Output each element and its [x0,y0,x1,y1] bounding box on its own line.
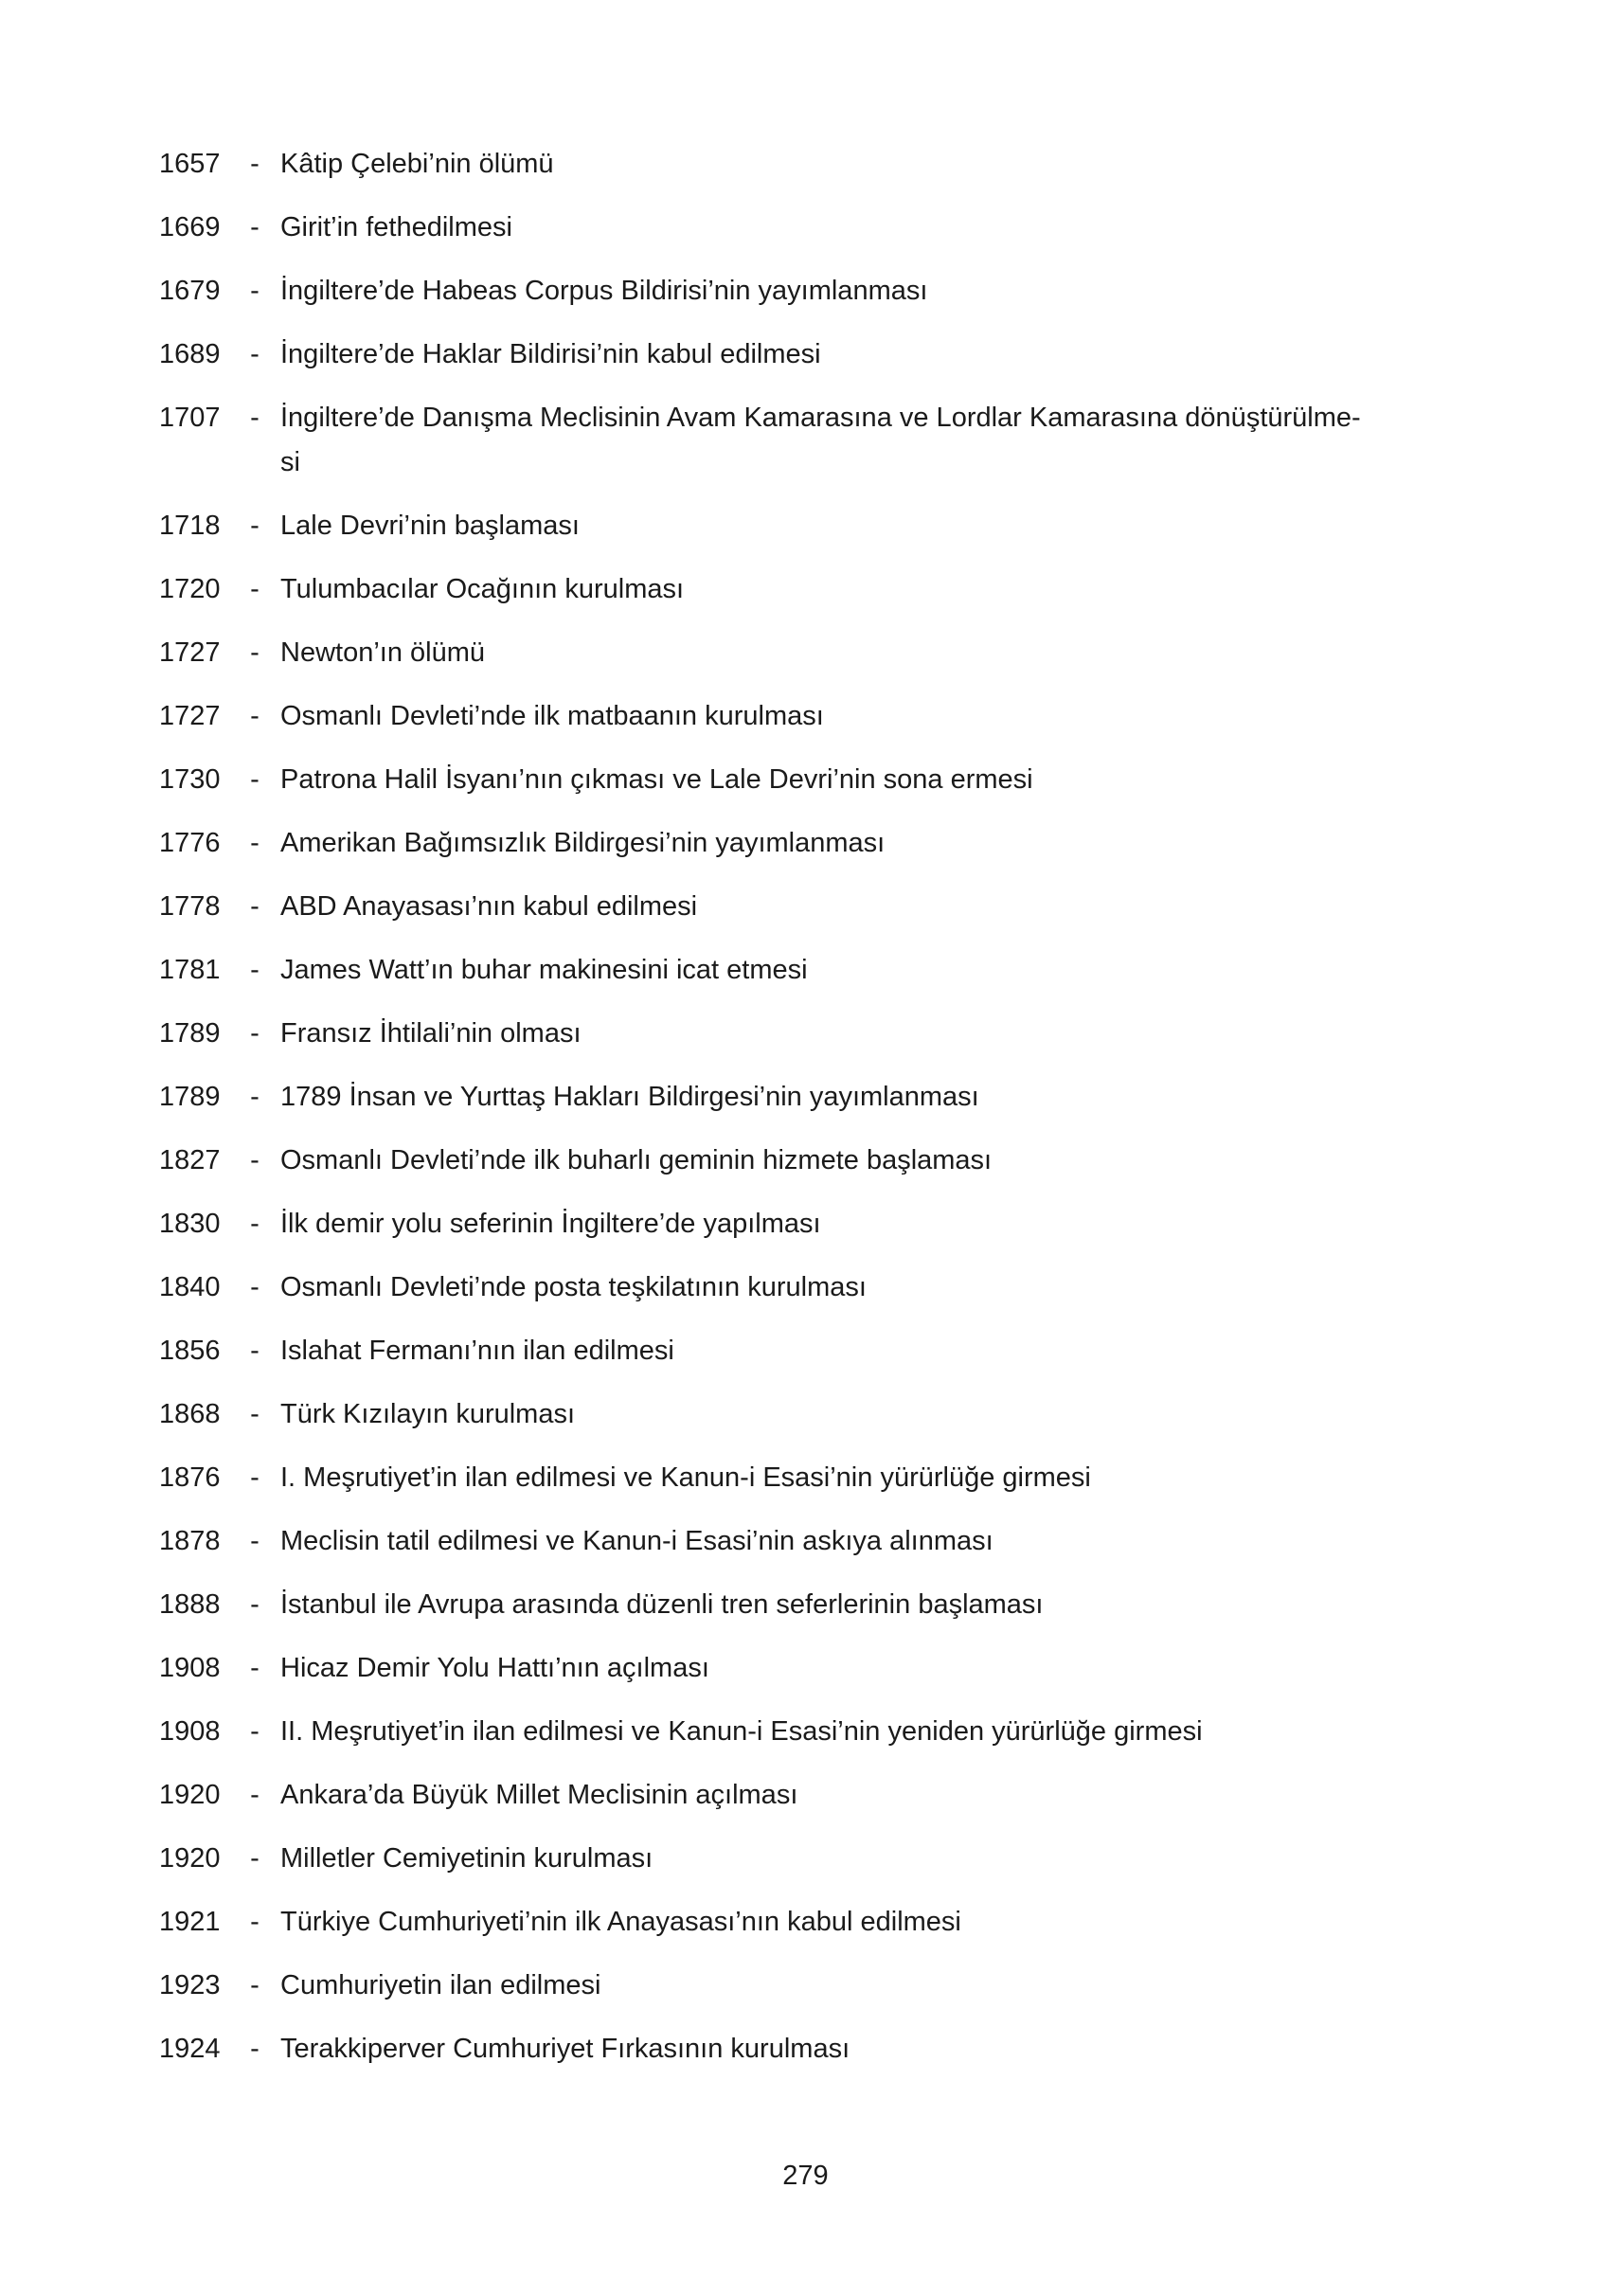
entry-event: Kâtip Çelebi’nin ölümü [280,149,554,179]
chronology-entry [159,396,1428,485]
entry-separator: - [250,1336,260,1366]
entry-separator: - [250,1145,260,1175]
entry-separator: - [250,701,260,731]
chronology-entry [159,631,1428,675]
chronology-entry [159,1265,1428,1310]
entry-event: Lale Devri’nin başlaması [280,511,580,541]
entry-year: 1778 [159,891,221,922]
entry-separator: - [250,1589,260,1620]
chronology-entry [159,332,1428,377]
entry-event-multiline [277,396,1428,485]
entry-event: Newton’ın ölümü [280,637,485,668]
entry-separator: - [250,1399,260,1429]
entry-year: 1908 [159,1653,221,1683]
entry-separator: - [250,2034,260,2064]
entry-year: 1878 [159,1526,221,1556]
entry-separator: - [250,1843,260,1874]
entry-event: Hicaz Demir Yolu Hattı’nın açılması [280,1653,709,1683]
entry-event: ABD Anayasası’nın kabul edilmesi [280,891,698,922]
entry-event: James Watt’ın buhar makinesini icat etmesi [280,955,808,985]
entry-event: İlk demir yolu seferinin İngiltere’de yapılması [280,1209,821,1239]
entry-year: 1730 [159,764,221,795]
entry-separator: - [250,511,260,541]
chronology-entry [159,142,1428,187]
entry-separator: - [250,212,260,242]
entry-year: 1840 [159,1272,221,1302]
chronology-entry [159,1075,1428,1120]
chronology-entry [159,758,1428,802]
chronology-entry [159,694,1428,739]
entry-year: 1888 [159,1589,221,1620]
entry-separator: - [250,637,260,668]
entry-separator: - [250,764,260,795]
entry-year: 1679 [159,276,221,306]
entry-event: Türk Kızılayın kurulması [280,1399,576,1429]
entry-event: Meclisin tatil edilmesi ve Kanun-i Esasi’nin askıya alınması [280,1526,993,1556]
chronology-entry [159,1583,1428,1627]
chronology-entry [159,2027,1428,2072]
chronology-entry [159,948,1428,993]
entry-year: 1856 [159,1336,221,1366]
chronology-entry [159,1964,1428,2008]
chronology-entry [159,1710,1428,1754]
entry-separator: - [250,1716,260,1747]
chronology-entry [159,1900,1428,1945]
entry-event: İngiltere’de Haklar Bildirisi’nin kabul edilmesi [280,339,821,369]
entry-separator: - [250,339,260,369]
entry-separator: - [250,1209,260,1239]
chronology-entry [159,1456,1428,1500]
entry-event: Türkiye Cumhuriyeti’nin ilk Anayasası’nın kabul edilmesi [280,1907,961,1937]
entry-event: Milletler Cemiyetinin kurulması [280,1843,653,1874]
chronology-entry [159,567,1428,612]
entry-event: Osmanlı Devleti’nde posta teşkilatının kurulması [280,1272,867,1302]
entry-year: 1720 [159,574,221,604]
entry-event: Ankara’da Büyük Millet Meclisinin açılması [280,1780,798,1810]
entry-event: Girit’in fethedilmesi [280,212,512,242]
entry-event: Cumhuriyetin ilan edilmesi [280,1970,601,2000]
entry-year: 1657 [159,149,221,179]
entry-separator: - [250,1780,260,1810]
entry-year: 1876 [159,1462,221,1493]
entry-year: 1727 [159,637,221,668]
entry-event: Amerikan Bağımsızlık Bildirgesi’nin yayımlanması [280,828,886,858]
chronology-entry [159,821,1428,866]
entry-year: 1920 [159,1780,221,1810]
entry-year: 1707 [159,403,221,433]
entry-separator: - [250,1462,260,1493]
entry-year: 1789 [159,1082,221,1112]
entry-event: Fransız İhtilali’nin olması [280,1018,582,1049]
entry-year: 1923 [159,1970,221,2000]
entry-year: 1789 [159,1018,221,1049]
chronology-list [159,142,1428,2109]
chronology-entry [159,1837,1428,1881]
entry-event-line-1: İngiltere’de Danışma Meclisinin Avam Kamarasına ve Lordlar Kamarasına dönüştürülme- [280,403,1361,433]
entry-separator: - [250,891,260,922]
entry-year: 1669 [159,212,221,242]
chronology-entry [159,1519,1428,1564]
entry-event: Patrona Halil İsyanı’nın çıkması ve Lale Devri’nin sona ermesi [280,764,1033,795]
chronology-entry [159,1202,1428,1247]
entry-event: I. Meşrutiyet’in ilan edilmesi ve Kanun-i Esasi’nin yürürlüğe girmesi [280,1462,1091,1493]
entry-year: 1920 [159,1843,221,1874]
entry-year: 1781 [159,955,221,985]
entry-separator: - [250,1082,260,1112]
chronology-entry [159,885,1428,929]
entry-year: 1718 [159,511,221,541]
entry-event: İngiltere’de Habeas Corpus Bildirisi’nin yayımlanması [280,276,928,306]
chronology-entry [159,206,1428,250]
entry-separator: - [250,1653,260,1683]
page-number: 279 [782,2161,829,2191]
entry-year: 1776 [159,828,221,858]
entry-separator: - [250,1018,260,1049]
entry-year: 1921 [159,1907,221,1937]
entry-year: 1924 [159,2034,221,2064]
entry-separator: - [250,403,260,433]
entry-separator: - [250,955,260,985]
entry-separator: - [250,574,260,604]
entry-year: 1868 [159,1399,221,1429]
entry-separator: - [250,1526,260,1556]
chronology-entry [159,1392,1428,1437]
entry-event: Osmanlı Devleti’nde ilk buharlı geminin hizmete başlaması [280,1145,993,1175]
entry-event: 1789 İnsan ve Yurttaş Hakları Bildirgesi’nin yayımlanması [280,1082,979,1112]
chronology-entry [159,504,1428,548]
entry-event: Osmanlı Devleti’nde ilk matbaanın kurulması [280,701,824,731]
entry-year: 1827 [159,1145,221,1175]
entry-event: Islahat Fermanı’nın ilan edilmesi [280,1336,674,1366]
entry-separator: - [250,276,260,306]
entry-separator: - [250,828,260,858]
entry-separator: - [250,1272,260,1302]
chronology-entry [159,1646,1428,1691]
entry-separator: - [250,149,260,179]
entry-event: II. Meşrutiyet’in ilan edilmesi ve Kanun-i Esasi’nin yeniden yürürlüğe girmesi [280,1716,1203,1747]
entry-event-line-2: si [280,447,300,477]
chronology-entry [159,269,1428,314]
entry-year: 1727 [159,701,221,731]
entry-year: 1908 [159,1716,221,1747]
chronology-entry [159,1773,1428,1818]
entry-event: Terakkiperver Cumhuriyet Fırkasının kurulması [280,2034,850,2064]
chronology-entry [159,1329,1428,1373]
entry-year: 1830 [159,1209,221,1239]
entry-event: İstanbul ile Avrupa arasında düzenli tren seferlerinin başlaması [280,1589,1044,1620]
entry-event: Tulumbacılar Ocağının kurulması [280,574,685,604]
entry-year: 1689 [159,339,221,369]
entry-separator: - [250,1907,260,1937]
chronology-entry [159,1012,1428,1056]
chronology-entry [159,1139,1428,1183]
entry-separator: - [250,1970,260,2000]
